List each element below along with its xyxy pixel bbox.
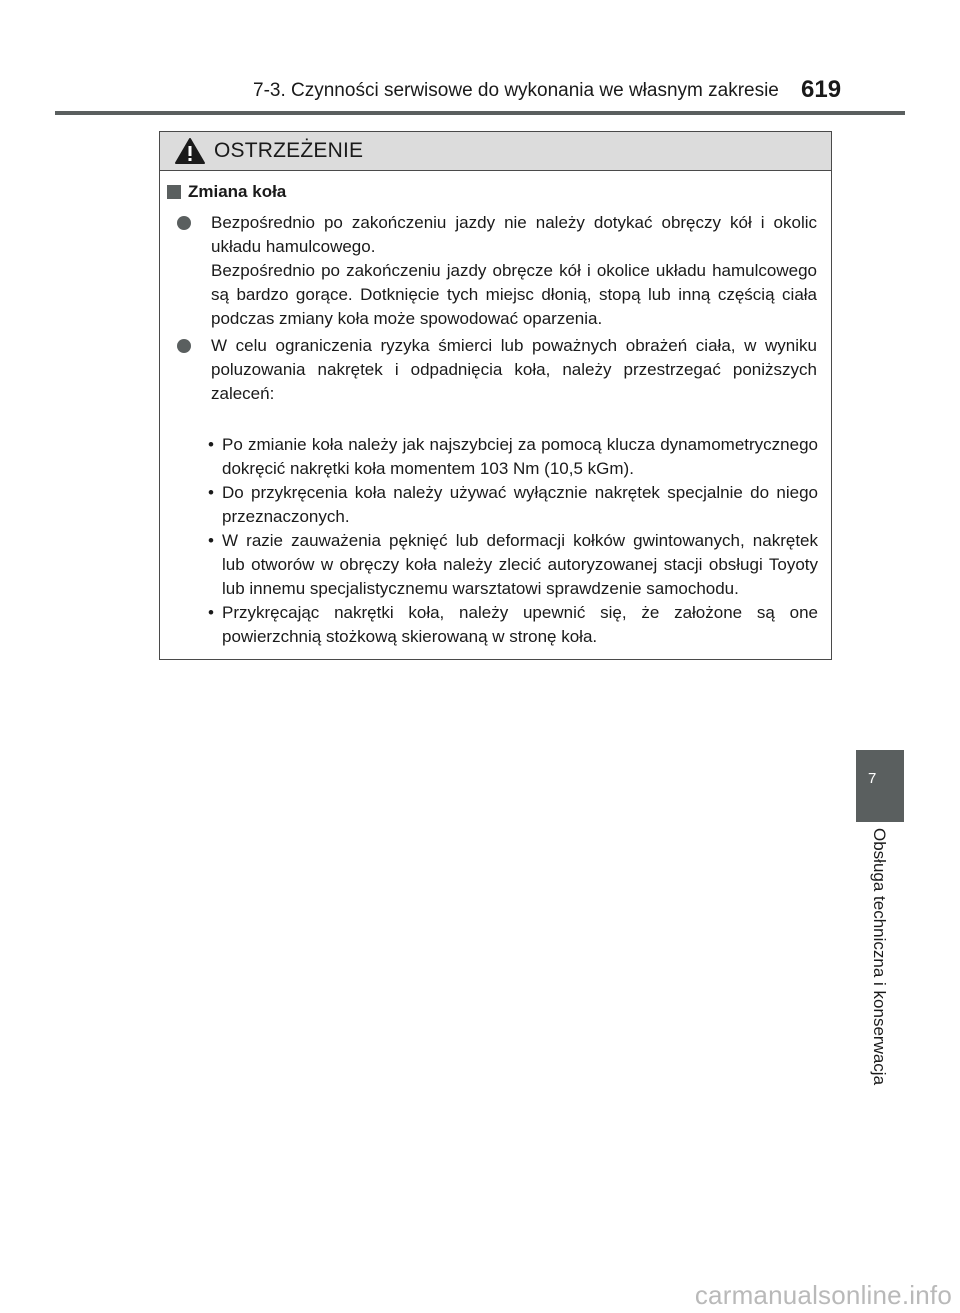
sub-list-text: W razie zauważenia pęknięć lub deformacji kołków gwintowanych, nakrętek lub otworów w obręczy koła należy zlecić autoryzowanej stacji obsługi Toyoty lub innemu specjalistycznemu warsztatowi sprawdzenie samochodu.	[222, 531, 818, 598]
running-header-title: 7-3. Czynności serwisowe do wykonania we własnym zakresie	[253, 80, 779, 101]
bullet-paragraph: Bezpośrednio po zakończeniu jazdy obręcze kół i okolice układu hamulcowego są bardzo gorące. Dotknięcie tych miejsc dłonią, stopą lub inną częścią ciała podczas zmiany koła może spowodować oparzenia.	[211, 261, 817, 328]
bullet-paragraph: Bezpośrednio po zakończeniu jazdy nie należy dotykać obręczy kół i okolic układu hamulcowego.	[211, 213, 817, 256]
watermark: carmanualsonline.info	[694, 1280, 952, 1310]
warning-label: OSTRZEŻENIE	[214, 139, 364, 162]
warning-triangle-icon	[174, 137, 206, 165]
chapter-number: 7	[868, 770, 877, 787]
square-bullet-icon	[167, 185, 181, 199]
warning-box	[159, 131, 832, 660]
sub-list-text: Do przykręcenia koła należy używać wyłącznie nakrętek specjalnie do niego przeznaczonych.	[222, 483, 818, 526]
sub-list-item: • Przykręcając nakrętki koła, należy upewnić się, że założone są one powierzchnią stożkową skierowaną w stronę koła.	[208, 603, 818, 646]
sub-list-item: • W razie zauważenia pęknięć lub deformacji kołków gwintowanych, nakrętek lub otworów w obręczy koła należy zlecić autoryzowanej stacji obsługi Toyoty lub innemu specjalistycznemu warsztatowi sprawdzenie samochodu.	[208, 531, 818, 598]
warning-header	[160, 132, 831, 171]
sub-list-item: • Do przykręcenia koła należy używać wyłącznie nakrętek specjalnie do niego przeznaczonych.	[208, 483, 818, 526]
round-bullet-icon	[177, 339, 191, 353]
section-heading	[167, 182, 286, 202]
sub-list	[208, 433, 818, 649]
chapter-caption: Obsługa techniczna i konserwacja	[870, 828, 889, 1086]
section-heading-text: Zmiana koła	[188, 182, 287, 201]
sub-list-text: Po zmianie koła należy jak najszybciej za pomocą klucza dynamometrycznego dokręcić nakrętki koła momentem 103 Nm (10,5 kGm).	[222, 435, 818, 478]
bullet-paragraph: W celu ograniczenia ryzyka śmierci lub poważnych obrażeń ciała, w wyniku poluzowania nakrętek i odpadnięcia koła, należy przestrzegać poniższych zaleceń:	[211, 336, 817, 403]
sub-list-item: • Po zmianie koła należy jak najszybciej za pomocą klucza dynamometrycznego dokręcić nakrętki koła momentem 103 Nm (10,5 kGm).	[208, 435, 818, 478]
round-bullet-icon	[177, 216, 191, 230]
bullet-item	[177, 334, 817, 406]
sub-list-text: Przykręcając nakrętki koła, należy upewnić się, że założone są one powierzchnią stożkową skierowaną w stronę koła.	[222, 603, 818, 646]
bullet-item	[177, 211, 817, 331]
chapter-tab[interactable]	[856, 750, 904, 822]
page-number: 619	[801, 76, 842, 103]
header-divider	[55, 111, 905, 115]
